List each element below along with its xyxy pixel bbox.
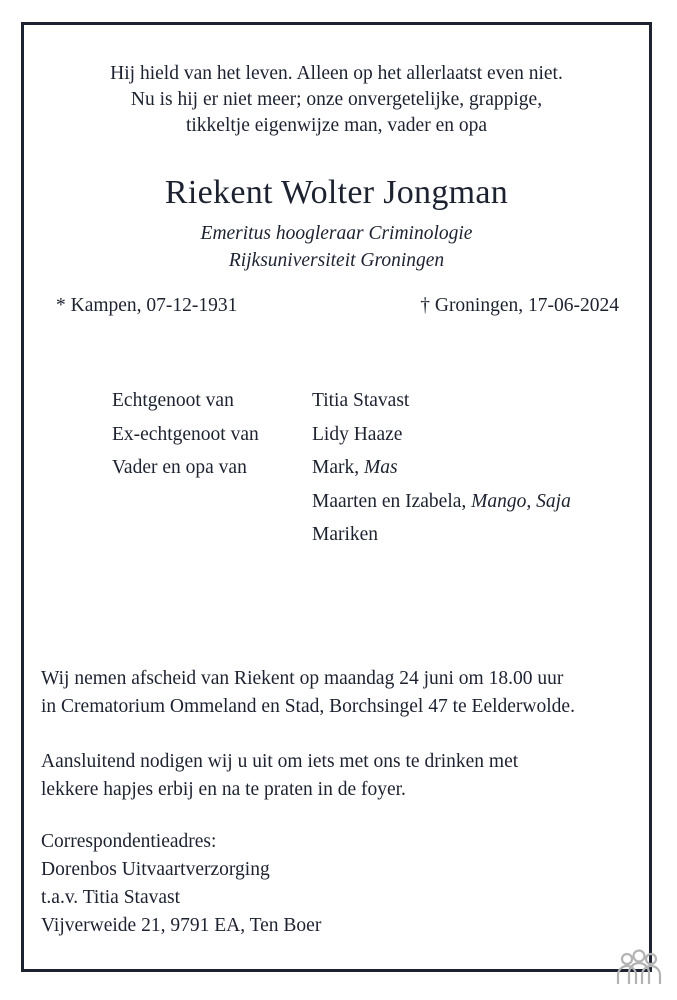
notice-frame <box>21 22 652 972</box>
family-member <box>312 455 398 489</box>
family-relation: Ex-echtgenoot van <box>112 423 259 445</box>
deceased-name: Riekent Wolter Jongman <box>164 174 509 211</box>
family-name: Lidy Haaze <box>312 423 403 445</box>
correspondence-heading: Correspondentieadres: <box>41 831 217 852</box>
reception-line: Aansluitend nodigen wij u uit om iets met ons te drinken met <box>41 751 519 772</box>
poem-line: tikkeltje eigenwijze man, vader en opa <box>185 115 488 136</box>
family-row <box>112 388 571 422</box>
correspondence-line: t.a.v. Titia Stavast <box>41 887 181 908</box>
family-list <box>112 388 571 556</box>
birth-date: * Kampen, 07-12-1931 <box>56 295 238 316</box>
poem-line: Nu is hij er niet meer; onze onvergetelijke, grappige, <box>130 89 543 110</box>
farewell-paragraph <box>41 665 641 721</box>
subtitle <box>24 220 649 274</box>
subtitle-institution: Rijksuniversiteit Groningen <box>228 250 445 271</box>
family-row <box>112 489 571 523</box>
family-member <box>312 522 378 556</box>
family-name: Maarten en Izabela, <box>312 490 472 512</box>
poem <box>24 61 649 139</box>
correspondence-address <box>41 828 641 940</box>
family-name: Mariken <box>312 524 379 545</box>
reception-paragraph <box>41 748 641 804</box>
family-name: Mark, <box>312 457 364 478</box>
dates-row <box>56 293 619 319</box>
correspondence-line: Vijverweide 21, 9791 EA, Ten Boer <box>41 915 322 936</box>
poem-line: Hij hield van het leven. Alleen op het allerlaatst even niet. <box>110 63 563 84</box>
subtitle-title: Emeritus hoogleraar Criminologie <box>200 223 473 244</box>
family-relation: Echtgenoot van <box>112 390 234 411</box>
family-relation <box>112 522 312 556</box>
family-relation <box>112 489 312 523</box>
family-name: Titia Stavast <box>312 390 410 411</box>
family-row <box>112 422 571 456</box>
family-extra: Mango, Saja <box>471 490 571 512</box>
family-member <box>312 388 409 422</box>
correspondence-line: Dorenbos Uitvaartverzorging <box>41 859 270 880</box>
reception-line: lekkere hapjes erbij en na te praten in de foyer. <box>41 779 406 800</box>
people-group-icon <box>613 948 665 988</box>
farewell-line: in Crematorium Ommeland en Stad, Borchsingel 47 te Eelderwolde. <box>41 696 575 717</box>
family-row <box>112 522 571 556</box>
family-member <box>312 422 402 456</box>
family-member <box>312 489 571 523</box>
death-date: † Groningen, 17-06-2024 <box>420 295 619 316</box>
family-extra: Mas <box>364 457 398 478</box>
farewell-line: Wij nemen afscheid van Riekent op maandag 24 juni om 18.00 uur <box>41 668 564 689</box>
family-relation: Vader en opa van <box>112 457 247 478</box>
family-row <box>112 455 571 489</box>
